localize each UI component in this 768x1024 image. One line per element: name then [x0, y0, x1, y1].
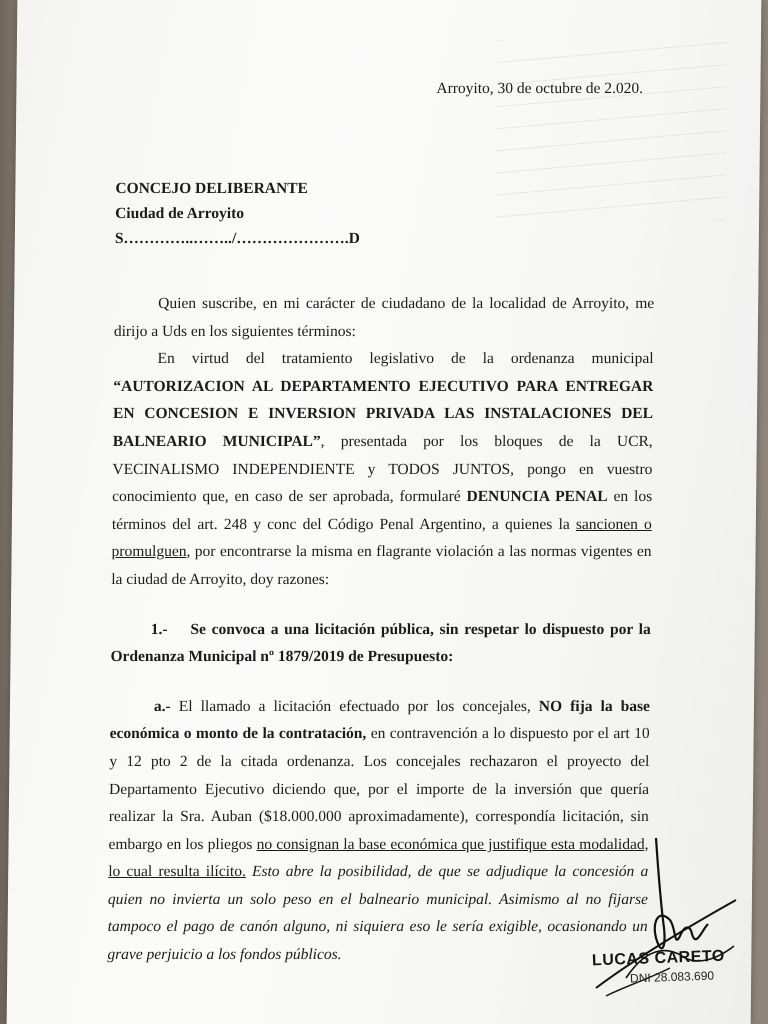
underlined-phrase: sancionen o promulguen [111, 515, 652, 561]
item-a-underlined: no consignan la base económica que justifique esta modalidad, lo cual resulta ilícito. [108, 835, 649, 881]
item-a-bold: NO fija la base económica o monto de la contratación, [109, 697, 651, 743]
item-a-text2: en contravención a lo dispuesto por el art 10 y 12 pto 2 de la citada ordenanza. Los concejales rechazaron el proyecto del Departamento Ejecutivo diciendo que, por el importe de la inversión que quería realizar la Sra. Auban ($18.000.000 aproximadamente), correspondía licitación, sin embargo en los pliegos [108, 725, 650, 853]
section-1-heading [110, 616, 651, 671]
section-1-number: 1.- [150, 620, 168, 638]
recipient-line-2: Ciudad de Arroyito [115, 205, 245, 222]
para2-text1: , presentada por los bloques de la UCR, VECINALISMO INDEPENDIENTE y TODOS JUNTOS, pongo en vuestro conocimiento que, en caso de ser aprobada, formularé [112, 432, 653, 506]
recipient-line-1: CONCEJO DELIBERANTE [115, 180, 308, 197]
denuncia-penal: DENUNCIA PENAL [466, 488, 608, 506]
para2-text2: en los términos del art. 248 y conc del Código Penal Argentino, a quienes la [111, 488, 653, 533]
bleed-through-text [495, 40, 727, 220]
intro-paragraph: Quien suscribe, en mi carácter de ciudadano de la localidad de Arroyito, me dirijo a Uds en los siguientes términos: [113, 295, 655, 340]
recipient-line-3: S…………..……../………………….D [114, 230, 360, 247]
stamp-name: LUCAS CARETO [591, 947, 726, 970]
paragraph-ordinance [111, 345, 654, 593]
item-a-paragraph [107, 693, 650, 969]
item-a-label: a.- [153, 697, 171, 715]
date-line: Arroyito, 30 de octubre de 2.020. [436, 80, 644, 97]
stamp-dni: DNI 28.083.690 [629, 968, 715, 986]
para2-lead: En virtud del tratamiento legislativo de la ordenanza municipal [157, 350, 654, 368]
handwritten-signature [586, 828, 756, 1018]
item-a-italic: Esto abre la posibilidad, de que se adjudique la concesión a quien no invierta un solo peso en el balneario municipal. Asimismo al no fijarse tampoco el pago de canón alguno, ni siquiera eso le sería exigible, ocasionando un grave perjuicio a los fondos públicos. [107, 863, 649, 964]
section-1-text: Se convoca a una licitación pública, sin respetar lo dispuesto por la Ordenanza Municipal nº 1879/2019 de Presupuesto: [110, 620, 651, 666]
letter-body [107, 290, 654, 969]
recipient-block [115, 176, 361, 251]
ordinance-title: “AUTORIZACION AL DEPARTAMENTO EJECUTIVO PARA ENTREGAR EN CONCESION E INVERSION PRIVADA LAS INSTALACIONES DEL BALNEARIO MUNICIPAL” [112, 377, 654, 450]
para2-text3: , por encontrarse la misma en flagrante violación a las normas vigentes en la ciudad de Arroyito, doy razones: [111, 543, 652, 588]
item-a-text1: El llamado a licitación efectuado por los concejales, [178, 697, 531, 715]
